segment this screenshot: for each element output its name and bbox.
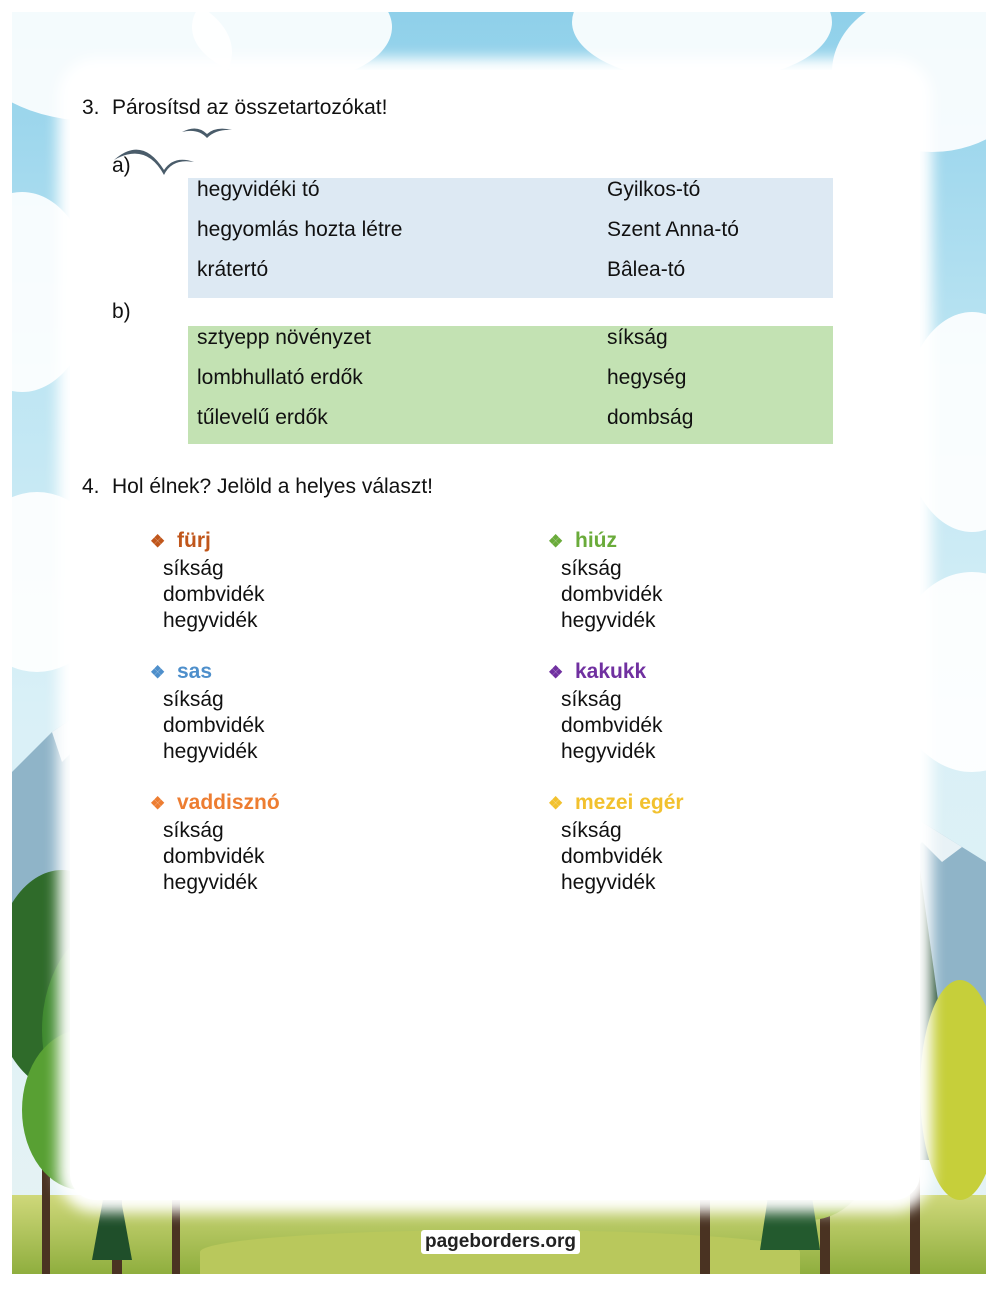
task4-title (82, 475, 433, 499)
match-left-item[interactable]: tűlevelű erdők (197, 406, 328, 429)
answer-option[interactable]: dombvidék (163, 714, 265, 737)
match-row (188, 406, 833, 446)
match-row (188, 326, 833, 366)
task3-number: 3. (82, 96, 100, 119)
task3-title-text: Párosítsd az összetartozókat! (112, 96, 388, 119)
animal-name: sas (177, 660, 213, 683)
animal-block-kakukk (548, 660, 828, 765)
animal-name: hiúz (575, 529, 617, 552)
answer-option[interactable]: hegyvidék (561, 871, 656, 894)
animal-heading (548, 791, 828, 818)
bullet-icon: ❖ (150, 794, 166, 813)
bullet-icon: ❖ (548, 663, 564, 682)
bullet-icon: ❖ (150, 532, 166, 551)
task4-number: 4. (82, 475, 100, 498)
animal-heading (150, 660, 430, 687)
answer-option[interactable]: síkság (561, 688, 622, 711)
match-table-b (188, 326, 833, 444)
answer-option[interactable]: síkság (561, 557, 622, 580)
match-right-item[interactable]: hegység (607, 366, 687, 389)
animal-heading (548, 660, 828, 687)
answer-option[interactable]: dombvidék (561, 845, 663, 868)
answer-option[interactable]: hegyvidék (561, 740, 656, 763)
match-left-item[interactable]: krátertó (197, 258, 269, 281)
task3-part-b-label: b) (112, 300, 131, 323)
task4-title-text: Hol élnek? Jelöld a helyes választ! (112, 475, 434, 498)
animal-block-furj (150, 529, 430, 634)
animal-name: kakukk (575, 660, 647, 683)
answer-option[interactable]: dombvidék (561, 714, 663, 737)
match-row (188, 366, 833, 406)
answer-option[interactable]: síkság (561, 819, 622, 842)
match-right-item[interactable]: Bâlea-tó (607, 258, 686, 281)
animal-block-vaddiszno (150, 791, 430, 896)
match-row (188, 218, 833, 258)
match-right-item[interactable]: dombság (607, 406, 694, 429)
answer-option[interactable]: dombvidék (163, 583, 265, 606)
match-left-item[interactable]: hegyvidéki tó (197, 178, 320, 201)
bullet-icon: ❖ (150, 663, 166, 682)
animal-heading (150, 529, 430, 556)
match-row (188, 258, 833, 298)
animal-heading (150, 791, 430, 818)
bullet-icon: ❖ (548, 794, 564, 813)
answer-option[interactable]: síkság (163, 819, 224, 842)
match-right-item[interactable]: Gyilkos-tó (607, 178, 701, 201)
answer-option[interactable]: hegyvidék (163, 609, 258, 632)
answer-option[interactable]: hegyvidék (561, 609, 656, 632)
match-left-item[interactable]: lombhullató erdők (197, 366, 363, 389)
match-row (188, 178, 833, 218)
match-table-a (188, 178, 833, 298)
credit-link[interactable]: pageborders.org (421, 1230, 580, 1254)
animal-block-sas (150, 660, 430, 765)
animal-block-mezei-eger (548, 791, 828, 896)
animal-name: vaddisznó (177, 791, 280, 814)
match-left-item[interactable]: sztyepp növényzet (197, 326, 371, 349)
answer-option[interactable]: hegyvidék (163, 871, 258, 894)
match-right-item[interactable]: síkság (607, 326, 668, 349)
animal-name: mezei egér (575, 791, 684, 814)
animal-block-hiuz (548, 529, 828, 634)
animal-heading (548, 529, 828, 556)
animal-name: fürj (177, 529, 211, 552)
task3-title (82, 96, 387, 120)
answer-option[interactable]: dombvidék (163, 845, 265, 868)
task3-part-a-label: a) (112, 154, 131, 177)
answer-option[interactable]: síkság (163, 688, 224, 711)
bullet-icon: ❖ (548, 532, 564, 551)
answer-option[interactable]: síkság (163, 557, 224, 580)
answer-option[interactable]: hegyvidék (163, 740, 258, 763)
answer-option[interactable]: dombvidék (561, 583, 663, 606)
match-right-item[interactable]: Szent Anna-tó (607, 218, 739, 241)
match-left-item[interactable]: hegyomlás hozta létre (197, 218, 403, 241)
